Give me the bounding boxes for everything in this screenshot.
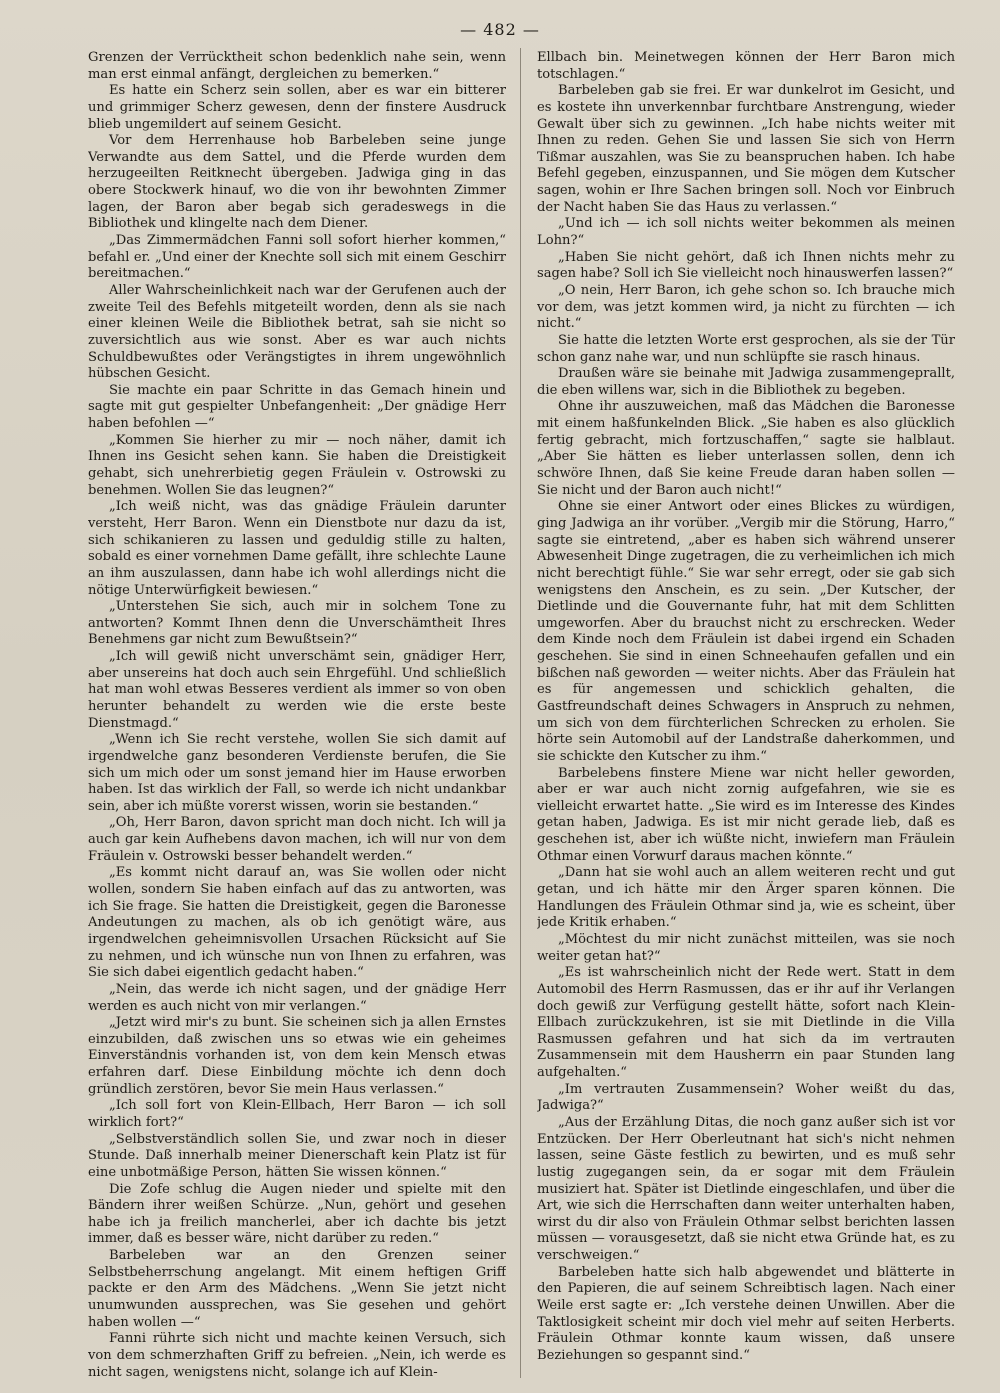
paragraph: „Jetzt wird mir's zu bunt. Sie scheinen sich ja allen Ernstes einzubilden, daß zwischen uns so etwas wie ein geheimes Einverständnis vorhanden ist, von dem kein Mensch etwas erfahren darf. Diese Einbildung möchte ich denn doch gründlich zerstören, bevor Sie mein Haus verlassen.“ <box>88 1015 506 1097</box>
paragraph: Ohne sie einer Antwort oder eines Blickes zu würdigen, ging Jadwiga an ihr vorüber. „Vergib mir die Störung, Harro,“ sagte sie eintretend, „aber es haben sich während unserer Abwesenheit Dinge zugetragen, die zu verheimlichen ich mich nicht berechtigt fühle.“ Sie war sehr erregt, oder sie gab sich wenigstens den Anschein, es zu sein. „Der Kutscher, der Dietlinde und die Gouvernante fuhr, hat mit dem Schlitten umgeworfen. Aber du brauchst nicht zu erschrecken. Weder dem Kinde noch dem Fräulein ist dabei irgend ein Schaden geschehen. Sie sind in einen Schneehaufen gefallen und ein bißchen naß geworden — weiter nichts. Aber das Fräulein hat es für angemessen und schicklich gehalten, die Gastfreundschaft deines Schwagers in Anspruch zu nehmen, um sich von dem fürchterlichen Schrecken zu erholen. Sie hörte sein Automobil auf der Landstraße daherkommen, und sie schickte den Kutscher zu ihm.“ <box>537 499 955 764</box>
paragraph: „Oh, Herr Baron, davon spricht man doch nicht. Ich will ja auch gar kein Aufhebens davon machen, ich will nur von dem Fräulein v. Ostrowski besser behandelt werden.“ <box>88 815 506 864</box>
paragraph: Barbeleben gab sie frei. Er war dunkelrot im Gesicht, und es kostete ihn unverkennbar furchtbare Anstrengung, wieder Gewalt über sich zu gewinnen. „Ich habe nichts weiter mit Ihnen zu reden. Gehen Sie und lassen Sie sich von Herrn Tißmar auszahlen, was Sie zu beanspruchen haben. Ich habe Befehl gegeben, einzuspannen, und Sie mögen dem Kutscher sagen, wohin er Ihre Sachen bringen soll. Noch vor Einbruch der Nacht haben Sie das Haus zu verlassen.“ <box>537 83 955 215</box>
paragraph: Ellbach bin. Meinetwegen können der Herr Baron mich totschlagen.“ <box>537 50 955 82</box>
paragraph: „Das Zimmermädchen Fanni soll sofort hierher kommen,“ befahl er. „Und einer der Knechte soll sich mit einem Geschirr bereitmachen.“ <box>88 233 506 282</box>
paragraph: „Es kommt nicht darauf an, was Sie wollen oder nicht wollen, sondern Sie haben einfach auf das zu antworten, was ich Sie frage. Sie hatten die Dreistigkeit, gegen die Baronesse Andeutungen zu machen, als ob ich genötigt wäre, aus irgendwelchen geheimnisvollen Ursachen Rücksicht auf Sie zu nehmen, und ich wünsche nun von Ihnen zu erfahren, was Sie sich dabei eigentlich gedacht haben.“ <box>88 865 506 981</box>
paragraph: „Haben Sie nicht gehört, daß ich Ihnen nichts mehr zu sagen habe? Soll ich Sie vielleicht noch hinauswerfen lassen?“ <box>537 249 955 282</box>
paragraph: „Selbstverständlich sollen Sie, und zwar noch in dieser Stunde. Daß innerhalb meiner Dienerschaft kein Platz ist für eine unbotmäßige Person, hätten Sie wissen können.“ <box>88 1131 506 1180</box>
column-divider <box>520 48 521 1378</box>
paragraph: „Unterstehen Sie sich, auch mir in solchem Tone zu antworten? Kommt Ihnen denn die Unverschämtheit Ihres Benehmens gar nicht zum Bewußtsein?“ <box>88 599 506 648</box>
paragraph: Ohne ihr auszuweichen, maß das Mädchen die Baronesse mit einem haßfunkelnden Blick. „Sie haben es also glücklich fertig gebracht, mich fortzuschaffen,“ sagte sie halblaut. „Aber Sie hätten es lieber unterlassen sollen, denn ich schwöre Ihnen, daß Sie keine Freude daran haben sollen — Sie nicht und der Baron auch nicht!“ <box>537 399 955 498</box>
paragraph: Barbeleben hatte sich halb abgewendet und blätterte in den Papieren, die auf seinem Schreibtisch lagen. Nach einer Weile erst sagte er: „Ich verstehe deinen Unwillen. Aber die Taktlosigkeit scheint mir doch viel mehr auf seiten Herberts. Fräulein Othmar konnte kaum wissen, daß unsere Beziehungen so gespannt sind.“ <box>537 1264 955 1363</box>
paragraph: Barbeleben war an den Grenzen seiner Selbstbeherrschung angelangt. Mit einem heftigen Griff packte er den Arm des Mädchens. „Wenn Sie jetzt nicht unumwunden aussprechen, was Sie gesehen und gehört haben wollen —“ <box>88 1248 506 1330</box>
paragraph: Fanni rührte sich nicht und machte keinen Versuch, sich von dem schmerzhaften Griff zu befreien. „Nein, ich werde es nicht sagen, wenigstens nicht, solange ich auf Klein- <box>88 1331 506 1380</box>
paragraph: „Ich will gewiß nicht unverschämt sein, gnädiger Herr, aber unsereins hat doch auch sein Ehrgefühl. Und schließlich hat man wohl etwas Besseres verdient als immer so von oben herunter behandelt zu werden wie die erste beste Dienstmagd.“ <box>88 649 506 731</box>
paragraph: „Ich soll fort von Klein-Ellbach, Herr Baron — ich soll wirklich fort?“ <box>88 1098 506 1130</box>
paragraph: Grenzen der Verrücktheit schon bedenklich nahe sein, wenn man erst einmal anfängt, dergleichen zu bemerken.“ <box>88 50 506 82</box>
paragraph: „Möchtest du mir nicht zunächst mitteilen, was sie noch weiter getan hat?“ <box>537 931 955 964</box>
paragraph: Sie hatte die letzten Worte erst gesprochen, als sie der Tür schon ganz nahe war, und nun schlüpfte sie rasch hinaus. <box>537 332 955 365</box>
right-column <box>537 50 955 1380</box>
left-column <box>88 50 506 1380</box>
paragraph: „O nein, Herr Baron, ich gehe schon so. Ich brauche mich vor dem, was jetzt kommen wird, ja nicht zu fürchten — ich nicht.“ <box>537 282 955 332</box>
paragraph: „Und ich — ich soll nichts weiter bekommen als meinen Lohn?“ <box>537 216 955 249</box>
paragraph: „Nein, das werde ich nicht sagen, und der gnädige Herr werden es auch nicht von mir verlangen.“ <box>88 981 506 1014</box>
paragraph: „Ich weiß nicht, was das gnädige Fräulein darunter versteht, Herr Baron. Wenn ein Dienstbote nur dazu da ist, sich schikanieren zu lassen und geduldig stille zu halten, sobald es einer vornehmen Dame gefällt, ihre schlechte Laune an ihm auszulassen, dann habe ich wohl allerdings nicht die nötige Unterwürfigkeit bewiesen.“ <box>88 499 506 598</box>
paragraph: „Wenn ich Sie recht verstehe, wollen Sie sich damit auf irgendwelche ganz besonderen Verdienste berufen, die Sie sich um mich oder um sonst jemand hier im Hause erworben haben. Ist das wirklich der Fall, so werde ich nicht undankbar sein, aber ich müßte vorerst wissen, worin sie bestanden.“ <box>88 732 506 814</box>
paragraph: Draußen wäre sie beinahe mit Jadwiga zusammengeprallt, die eben willens war, sich in die Bibliothek zu begeben. <box>537 366 955 398</box>
paragraph: Barbelebens finstere Miene war nicht heller geworden, aber er war auch nicht zornig aufgefahren, wie sie es vielleicht erwartet hatte. „Sie wird es im Interesse des Kindes getan haben, Jadwiga. Es ist mir nicht gerade lieb, daß es geschehen ist, aber ich wüßte nicht, inwiefern man Fräulein Othmar einen Vorwurf daraus machen könnte.“ <box>537 765 955 864</box>
paragraph: Vor dem Herrenhause hob Barbeleben seine junge Verwandte aus dem Sattel, und die Pferde wurden dem herzugeeilten Reitknecht übergeben. Jadwiga ging in das obere Stockwerk hinauf, wo die von ihr bewohnten Zimmer lagen, der Baron aber begab sich geradeswegs in die Bibliothek und klingelte nach dem Diener. <box>88 133 506 232</box>
paragraph: Die Zofe schlug die Augen nieder und spielte mit den Bändern ihrer weißen Schürze. „Nun, gehört und gesehen habe ich ja freilich mancherlei, aber ich dachte bis jetzt immer, daß es besser wäre, nicht darüber zu reden.“ <box>88 1181 506 1247</box>
paragraph: „Kommen Sie hierher zu mir — noch näher, damit ich Ihnen ins Gesicht sehen kann. Sie haben die Dreistigkeit gehabt, sich unehrerbietig gegen Fräulein v. Ostrowski zu benehmen. Wollen Sie das leugnen?“ <box>88 432 506 498</box>
paragraph: „Aus der Erzählung Ditas, die noch ganz außer sich ist vor Entzücken. Der Herr Oberleutnant hat sich's nicht nehmen lassen, seine Gäste festlich zu bewirten, und es muß sehr lustig zugegangen sein, da er sogar mit dem Fräulein musiziert hat. Später ist Dietlinde eingeschlafen, und über die Art, wie sich die Herrschaften dann weiter unterhalten haben, wirst du dir also von Fräulein Othmar selbst berichten lassen müssen — vorausgesetzt, daß sie nicht etwa Gründe hat, es zu verschweigen.“ <box>537 1115 955 1264</box>
paragraph: Sie machte ein paar Schritte in das Gemach hinein und sagte mit gut gespielter Unbefangenheit: „Der gnädige Herr haben befohlen —“ <box>88 382 506 432</box>
paragraph: Aller Wahrscheinlichkeit nach war der Gerufenen auch der zweite Teil des Befehls mitgeteilt worden, denn als sie nach einer kleinen Weile die Bibliothek betrat, sah sie nicht so zuversichtlich aus wie sonst. Aber es war auch nichts Schuldbewußtes oder Verängstigtes in ihrem ungewöhnlich hübschen Gesicht. <box>88 282 506 382</box>
paragraph: „Im vertrauten Zusammensein? Woher weißt du das, Jadwiga?“ <box>537 1081 955 1114</box>
paragraph: Es hatte ein Scherz sein sollen, aber es war ein bitterer und grimmiger Scherz gewesen, denn der finstere Ausdruck blieb ungemildert auf seinem Gesicht. <box>88 83 506 132</box>
paragraph: „Es ist wahrscheinlich nicht der Rede wert. Statt in dem Automobil des Herrn Rasmussen, das er ihr auf ihr Verlangen doch gewiß zur Verfügung gestellt hätte, sofort nach Klein-Ellbach zurückzukehren, ist sie mit Dietlinde in die Villa Rasmussen gefahren und hat sich da im vertrauten Zusammensein mit dem Hausherrn ein paar Stunden lang aufgehalten.“ <box>537 965 955 1081</box>
page-number: — 482 — <box>460 20 540 39</box>
paragraph: „Dann hat sie wohl auch an allem weiteren recht und gut getan, und ich hätte mir den Ärger sparen können. Die Handlungen des Fräulein Othmar sind ja, wie es scheint, über jede Kritik erhaben.“ <box>537 865 955 931</box>
